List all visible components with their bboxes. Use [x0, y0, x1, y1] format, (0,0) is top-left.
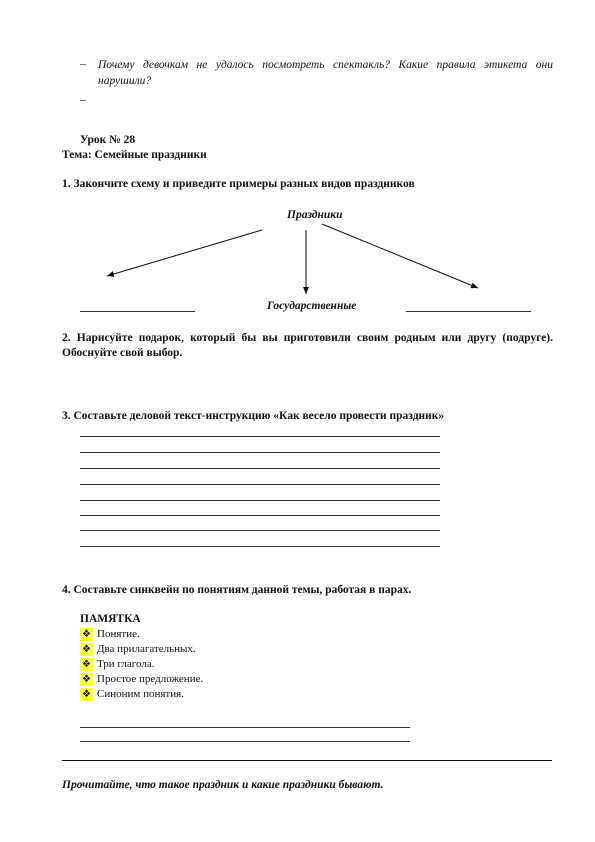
memo-item-label: Синоним понятия. [97, 688, 184, 700]
section-divider [62, 760, 552, 761]
memo-item [80, 627, 140, 642]
intro-question-line1: Почему девочкам не удалось посмотреть спектакль? Какие правила этикета они [98, 59, 553, 71]
memo-item-label: Понятие. [97, 628, 140, 640]
writing-line[interactable] [80, 452, 440, 453]
task1-title: 1. Закончите схему и приведите примеры разных видов праздников [62, 178, 415, 190]
diamond-bullet-icon: ❖ [80, 673, 93, 686]
task3-title: 3. Составьте деловой текст-инструкцию «Как весело провести праздник» [62, 410, 445, 422]
writing-line[interactable] [80, 546, 440, 547]
arrow-right [322, 224, 478, 288]
memo-item-label: Простое предложение. [97, 673, 204, 685]
diamond-bullet-icon: ❖ [80, 658, 93, 671]
task4-title: 4. Составьте синквейн по понятиям данной темы, работая в парах. [62, 584, 412, 596]
lesson-topic: Тема: Семейные праздники [62, 149, 207, 161]
writing-line[interactable] [80, 515, 440, 516]
writing-line[interactable] [80, 484, 440, 485]
writing-line[interactable] [80, 468, 440, 469]
memo-item-label: Два прилагательных. [97, 643, 196, 655]
answer-blank-right[interactable] [406, 311, 531, 312]
task2-line1: 2. Нарисуйте подарок, который бы вы приготовили своим родным или другу (подруге). [62, 332, 553, 344]
diamond-bullet-icon: ❖ [80, 643, 93, 656]
scheme-root-label: Праздники [287, 209, 343, 221]
memo-item [80, 687, 184, 702]
arrow-left [107, 230, 262, 276]
writing-line[interactable] [80, 436, 440, 437]
task2-line2: Обоснуйте свой выбор. [62, 347, 183, 359]
diamond-bullet-icon: ❖ [80, 688, 93, 701]
memo-item [80, 657, 154, 672]
writing-line[interactable] [80, 500, 440, 501]
synquain-line[interactable] [80, 727, 410, 728]
writing-line[interactable] [80, 530, 440, 531]
memo-item [80, 672, 203, 687]
memo-item-label: Три глагола. [97, 658, 155, 670]
dash-marker-empty: – [80, 94, 86, 106]
diamond-bullet-icon: ❖ [80, 628, 93, 641]
synquain-line[interactable] [80, 741, 410, 742]
intro-question-line2: нарушили? [98, 75, 152, 87]
answer-blank-left[interactable] [80, 311, 195, 312]
memo-title: ПАМЯТКА [80, 613, 141, 625]
lesson-number: Урок № 28 [80, 134, 136, 146]
footer-instruction: Прочитайте, что такое праздник и какие праздники бывают. [62, 779, 384, 791]
memo-item [80, 642, 196, 657]
scheme-middle-label: Государственные [267, 300, 357, 312]
dash-marker: – [80, 58, 86, 70]
